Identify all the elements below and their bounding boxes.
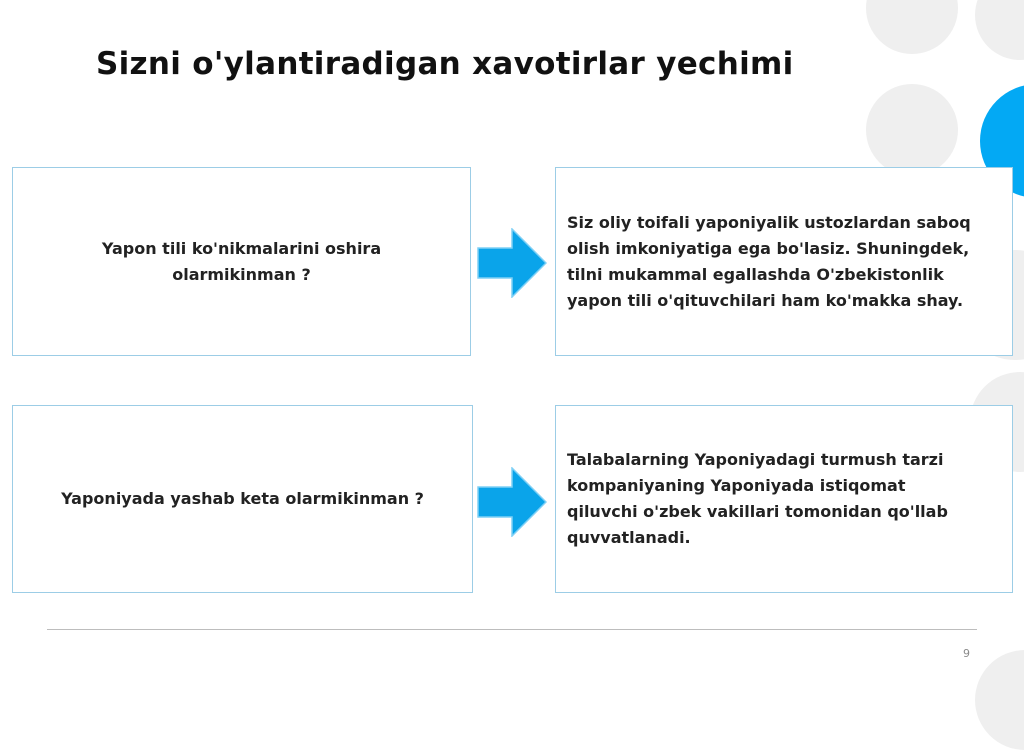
decor-circle-6 <box>975 650 1024 750</box>
arrow-right-icon <box>477 467 547 537</box>
question-box-1 <box>12 167 471 356</box>
page-number: 9 <box>963 647 970 660</box>
answer-box-2 <box>555 405 1013 593</box>
decor-circle-1 <box>866 0 958 54</box>
question-box-2 <box>12 405 473 593</box>
footer-divider <box>47 629 977 630</box>
answer-text-2: Talabalarning Yaponiyadagi turmush tarzi kompaniyaning Yaponiyada istiqomat qiluvchi o'zbek vakillari tomonidan qo'llab quvvatlanadi. <box>567 450 948 547</box>
answer-box-1 <box>555 167 1013 356</box>
decor-circle-2 <box>975 0 1024 60</box>
answer-text-1: Siz oliy toifali yaponiyalik ustozlardan saboq olish imkoniyatiga ega bo'lasiz. Shuningdek, tilni mukammal egallashda O'zbekistonlik yapon tili o'qituvchilari ham ko'makka shay. <box>567 212 971 310</box>
question-text-2: Yaponiyada yashab keta olarmikinman ? <box>61 489 424 508</box>
decor-circle-3 <box>866 84 958 176</box>
slide-title: Sizni o'ylantiradigan xavotirlar yechimi <box>96 46 794 82</box>
arrow-right-icon <box>477 228 547 298</box>
question-text-1: Yapon tili ko'nikmalarini oshira olarmikinman ? <box>101 238 382 284</box>
